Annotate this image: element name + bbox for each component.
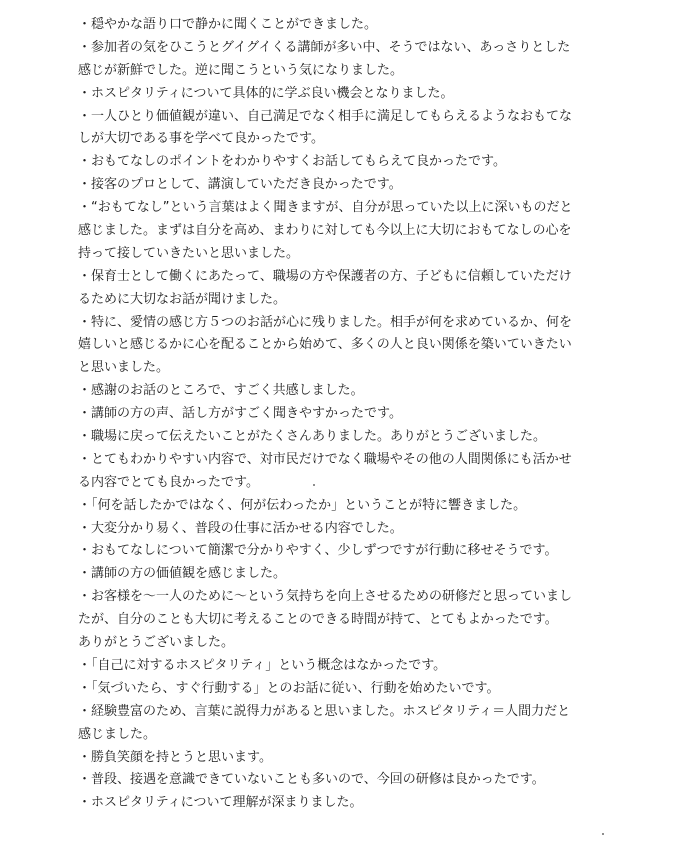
feedback-entry — [78, 403, 638, 426]
feedback-line: ・大変分かり易く、普段の仕事に活かせる内容でした。 — [78, 520, 403, 536]
feedback-entry — [78, 106, 638, 152]
feedback-entry — [78, 563, 638, 586]
feedback-line: ・勝負笑顔を持とうと思います。 — [78, 749, 272, 765]
feedback-line: ・「気づいたら、すぐ行動する」とのお話に従い、行動を始めたいです。 — [78, 680, 500, 696]
feedback-entry — [78, 83, 638, 106]
feedback-entry — [78, 266, 638, 312]
feedback-line: ・ホスピタリティについて理解が深まりました。 — [78, 795, 363, 811]
feedback-line: ・穏やかな語り口で静かに聞くことができました。 — [78, 17, 378, 32]
feedback-line: たが、自分のことも大切に考えることのできる時間が持て、とてもよかったです。 — [78, 612, 558, 628]
feedback-entry — [78, 37, 638, 83]
feedback-line: ・「自己に対するホスピタリティ」という概念はなかったです。 — [78, 657, 447, 673]
feedback-entry — [78, 426, 638, 449]
feedback-line: ・お客様を～一人のために～という気持ちを向上させるための研修だと思っていまし — [78, 589, 573, 605]
feedback-line: ・保育士として働くにあたって、職場の方や保護者の方、子どもに信頼していただけ — [78, 268, 572, 284]
scan-speck — [313, 484, 315, 486]
feedback-entry — [78, 792, 638, 815]
feedback-entry — [78, 174, 638, 197]
feedback-list — [78, 14, 638, 815]
feedback-line: ・感謝のお話のところで、すごく共感しました。 — [78, 383, 364, 399]
feedback-line: ・職場に戻って伝えたいことがたくさんありました。ありがとうございました。 — [78, 429, 547, 445]
feedback-line: 感じが新鮮でした。逆に聞こうという気になりました。 — [78, 62, 404, 78]
feedback-line: ・“おもてなし”という言葉はよく聞きますが、自分が思っていた以上に深いものだと — [78, 200, 573, 216]
feedback-line: しが大切である事を学べて良かったです。 — [78, 131, 324, 147]
feedback-entry — [78, 380, 638, 403]
feedback-line: ・接客のプロとして、講演していただき良かったです。 — [78, 177, 402, 193]
feedback-entry — [78, 678, 638, 701]
feedback-line: 嬉しいと感じるかに心を配ることから始めて、多くの人と良い関係を築いていきたい — [78, 337, 572, 353]
feedback-entry — [78, 151, 638, 174]
feedback-entry — [78, 518, 638, 541]
feedback-entry — [78, 747, 638, 770]
feedback-line: ・おもてなしのポイントをわかりやすくお話してもらえて良かったです。 — [78, 154, 506, 170]
feedback-entry — [78, 312, 638, 381]
feedback-line: と思いました。 — [78, 360, 170, 376]
feedback-line: ・特に、愛情の感じ方５つのお話が心に残りました。相手が何を求めているか、何を — [78, 314, 573, 330]
scan-speck — [602, 833, 604, 835]
feedback-line: ・「何を話したかではなく、何が伝わったか」ということが特に響きました。 — [78, 497, 527, 513]
feedback-entry — [78, 14, 638, 37]
feedback-entry — [78, 655, 638, 678]
feedback-entry — [78, 586, 638, 655]
feedback-line: ・講師の方の価値観を感じました。 — [78, 566, 287, 582]
feedback-line: 感じました。まずは自分を高め、まわりに対しても今以上に大切におもてなしの心を — [78, 223, 572, 239]
feedback-line: ・おもてなしについて簡潔で分かりやすく、少しずつですが行動に移せそうです。 — [78, 543, 558, 559]
feedback-entry — [78, 701, 638, 747]
feedback-line: 感じました。 — [78, 726, 157, 742]
feedback-line: る内容でとても良かったです。 — [78, 474, 259, 490]
feedback-entry — [78, 540, 638, 563]
feedback-line: ・一人ひとり価値観が違い、自己満足でなく相手に満足してもらえるようなおもてな — [78, 108, 573, 124]
feedback-line: ・講師の方の声、話し方がすごく聞きやすかったです。 — [78, 406, 402, 422]
feedback-line: ・とてもわかりやすい内容で、対市民だけでなく職場やその他の人間関係にも活かせ — [78, 451, 572, 467]
feedback-entry — [78, 449, 638, 495]
feedback-line: ・参加者の気をひこうとグイグイくる講師が多い中、そうではない、あっさりとした — [78, 39, 571, 55]
feedback-line: ・経験豊富のため、言葉に説得力があると思いました。ホスピタリティ＝人間力だと — [78, 703, 571, 719]
feedback-line: 持って接していきたいと思いました。 — [78, 245, 300, 261]
feedback-entry — [78, 769, 638, 792]
feedback-entry — [78, 495, 638, 518]
feedback-entry — [78, 197, 638, 266]
feedback-line: るために大切なお話が聞けました。 — [78, 291, 287, 307]
feedback-line: ・ホスピタリティについて具体的に学ぶ良い機会となりました。 — [78, 85, 454, 101]
feedback-line: ・普段、接遇を意識できていないことも多いので、今回の研修は良かったです。 — [78, 772, 545, 788]
feedback-line: ありがとうございました。 — [78, 635, 235, 651]
